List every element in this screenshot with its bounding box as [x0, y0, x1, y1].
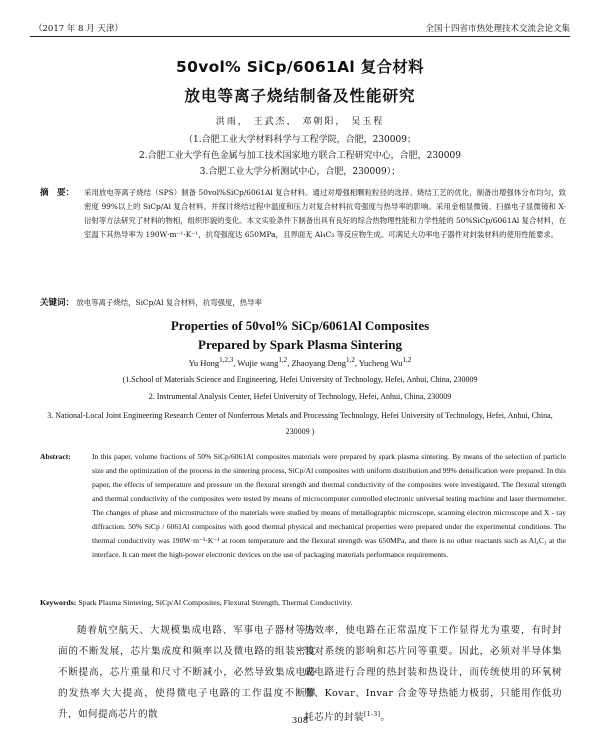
- abstract-cn-text: 采用放电等离子烧结（SPS）制备 50vol%SiCp/6061Al 复合材料。通过对增强相颗粒粒径的选择、烧结工艺的优化，制备出增强体分布均匀，致密度 99%以上的 SiCp/Al 复合材料。并探讨烧结过程中温度和压力对复合材料抗弯强度与热导率的影响。采用金相显微镜、扫描电子显微镜和 X-衍射等方法研究了材料的物相，组织形貌的变化。本文实验条件下制备出具有良好的综合热物理性能和力学性能的 50%SiCp/6061Al 复合材料，在室温下其热导率为 190W·m⁻¹·K⁻¹，抗弯强度达 650MPa，且界面无 Al₄C₃ 等反应物生成。可满足大功率电子器件对封装材料的使用性能要求。: [84, 188, 566, 239]
- header-divider: [30, 36, 570, 37]
- author-2: Wujie wang: [237, 357, 279, 368]
- author-4-affil: 1,2: [402, 356, 412, 364]
- abstract-cn: [40, 186, 566, 242]
- author-1: Yu Hong: [188, 357, 220, 368]
- title-en-line-1: Properties of 50vol% SiCp/6061Al Composites: [170, 318, 430, 333]
- keywords-en-label: Keywords:: [40, 598, 77, 607]
- body-right-text: 热效率，使电路在正常温度下工作显得尤为重要，有时封装对系统的影响和芯片同等重要。因此，必须对半导体集成电路进行合理的热封装和热设计，而传统使用的环氧树脂、Kovar、Invar 合金等导热能力极弱，只能用作低功耗芯片的封装: [304, 625, 562, 724]
- author-3: Zhaoyang Deng: [291, 357, 347, 368]
- authors-cn: 洪雨， 王武杰， 邓朝阳， 吴玉程: [215, 117, 385, 127]
- header-conference-date: （2017 年 8 月 天津）: [34, 24, 123, 34]
- title-en-line-2: Prepared by Spark Plasma Sintering: [198, 337, 402, 352]
- abstract-en-text: In this paper, volume fractions of 50% SiCp/6061Al composites materials were prepared by spark plasma sintering. By means of the selection of particle size and the optimization of the process in the sintering process, SiCp/Al composites with uniform distribution and 99% densification were prepared. In this paper, the effects of temperature and pressure on the flexural strength and thermal conductivity of the composites were investigated. The flexural strength and thermal conductivity of the composites were tested by means of microcomputer controlled electronic universal testing machine and laser thermometer. The changes of phase and microstructure of the materials were studied by means of metallographic microscope, scanning electron microscope and X - ray diffraction. 50% SiCp / 6061Al composites with good thermal physical and mechanical properties were prepared under the experimental conditions. The thermal conductivity was 190W·m⁻¹·K⁻¹ at room temperature and the flexural strength was 650MPa, and there is no other reactants such as Al₄C₃ at the interface. It can meet the high-power electronic devices on the use of packaging materials performance requirements.: [92, 452, 566, 559]
- affiliation-en-3: 3. National-Local Joint Engineering Research Center of Nonferrous Metals and Processing Technology, Hefei University of Technology, Hefei, Anhui, China, 230009 ): [47, 411, 553, 436]
- author-3-affil: 1,2: [346, 356, 355, 364]
- title-cn-line-2: 放电等离子烧结制备及性能研究: [184, 87, 416, 105]
- affiliation-cn-3: 3.合肥工业大学分析测试中心，合肥，230009）；: [199, 167, 401, 177]
- body-right-end: 。: [380, 712, 391, 724]
- affiliation-en-2: 2. Instrumental Analysis Center, Hefei University of Technology, Hefei, Anhui, China, 230009: [148, 392, 452, 401]
- keywords-en-text: Spark Plasma Sintering, SiCp/Al Composites, Flexural Strength, Thermal Conductivity.: [78, 598, 353, 607]
- keywords-cn-label: 关键词：: [40, 298, 75, 308]
- affiliation-cn-2: 2.合肥工业大学有色金属与加工技术国家地方联合工程研究中心，合肥，230009: [139, 151, 461, 161]
- keywords-cn: [40, 296, 566, 308]
- author-1-affil: 1,2,3: [219, 356, 234, 364]
- affiliation-cn-1: （1.合肥工业大学材料科学与工程学院，合肥，230009；: [184, 135, 416, 145]
- body-column-left: 随着航空航天、大规模集成电路、军事电子器材等方面的不断发展，芯片集成度和频率以及微电路的组装密度不断提高，芯片重量和尺寸不断减小，必然导致集成电路的发热率大大提高，使得微电子电路的工作温度不断攀升，如何提高芯片的散: [58, 625, 316, 720]
- author-4: Yucheng Wu: [358, 357, 403, 368]
- affiliation-en-1: (1.School of Materials Science and Engineering, Hefei University of Technology, Hefei, Anhui, China, 230009: [122, 375, 478, 384]
- running-header: [30, 18, 570, 34]
- keywords-en: [40, 598, 566, 607]
- abstract-en: [40, 450, 566, 562]
- authors-en: Yu Hong$^{1,2,3}$, Wujie wang$^{1,2}$, Zhaoyang Deng$^{1,2}$, Yucheng Wu$^{1,2}$: [188, 356, 412, 368]
- body-column-right: [304, 620, 562, 728]
- citation-ref: [1-3]: [363, 711, 381, 718]
- author-2-affil: 1,2: [278, 356, 288, 364]
- header-proceedings-title: 全国十四省市热处理技术交流会论文集: [425, 24, 570, 34]
- abstract-cn-label: 摘 要：: [40, 188, 75, 198]
- abstract-en-label: Abstract:: [40, 452, 71, 461]
- keywords-cn-text: 放电等离子烧结，SiCp/Al 复合材料，抗弯强度，热导率: [76, 298, 262, 307]
- page-number: 308: [291, 716, 309, 726]
- title-cn-line-1: 50vol% SiCp/6061Al 复合材料: [176, 58, 424, 76]
